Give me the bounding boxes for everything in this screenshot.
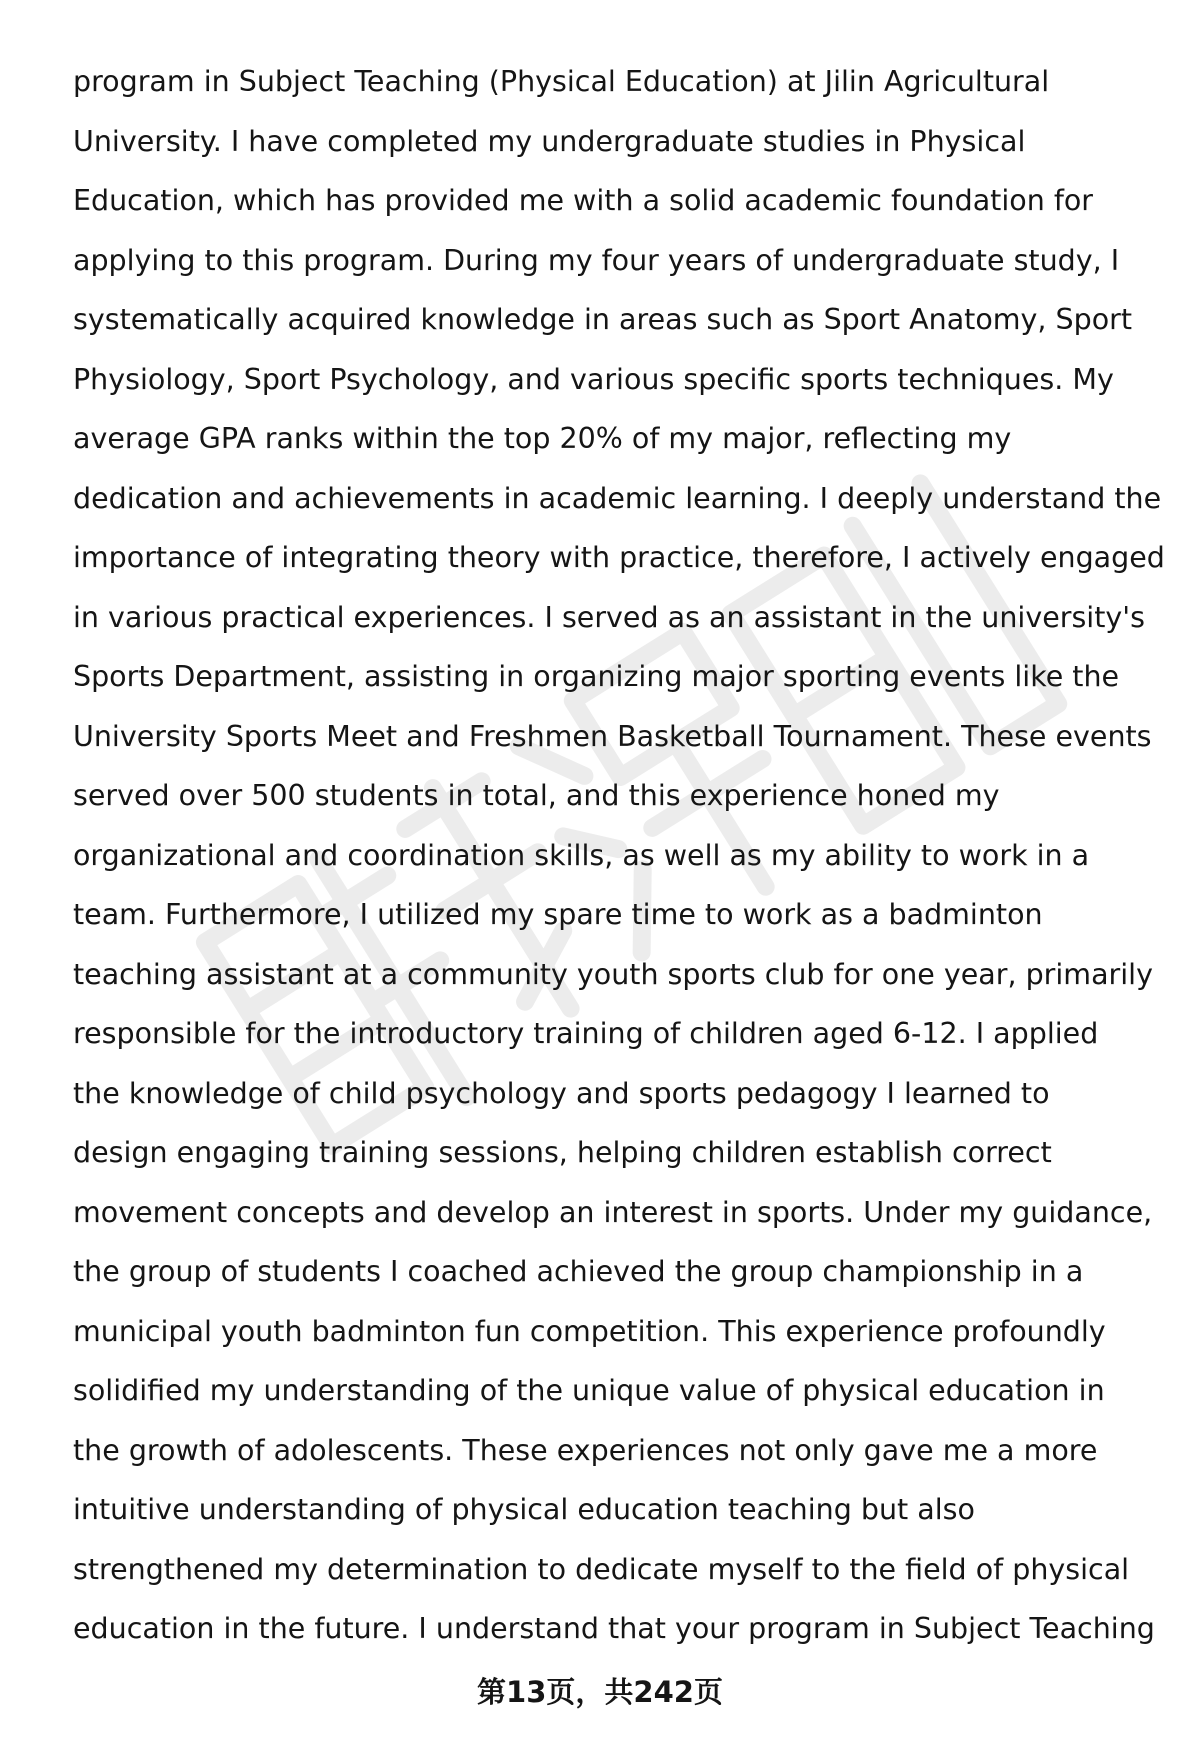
text-line: the growth of adolescents. These experiences not only gave me a more (73, 1433, 1098, 1467)
text-line: applying to this program. During my four years of undergraduate study, I (73, 243, 1120, 277)
text-line: municipal youth badminton fun competition. This experience profoundly (73, 1314, 1106, 1348)
page-number: 第13页，共242页 (477, 1675, 723, 1709)
text-line: solidified my understanding of the unique value of physical education in (73, 1374, 1105, 1407)
text-line: dedication and achievements in academic learning. I deeply understand the (73, 481, 1162, 515)
text-line: University. I have completed my undergraduate studies in Physical (73, 124, 1026, 158)
text-line: movement concepts and develop an interest in sports. Under my guidance, (73, 1195, 1153, 1229)
text-line: the knowledge of child psychology and sports pedagogy I learned to (73, 1076, 1050, 1110)
text-line: average GPA ranks within the top 20% of my major, reflecting my (73, 422, 1012, 455)
text-line: team. Furthermore, I utilized my spare time to work as a badminton (73, 898, 1043, 931)
text-line: education in the future. I understand that your program in Subject Teaching (73, 1612, 1155, 1645)
text-line: importance of integrating theory with practice, therefore, I actively engaged (73, 541, 1165, 574)
text-line: responsible for the introductory training of children aged 6-12. I applied (73, 1017, 1099, 1050)
text-line: Sports Department, assisting in organizing major sporting events like the (73, 660, 1120, 693)
text-line: intuitive understanding of physical education teaching but also (73, 1493, 975, 1526)
text-line: strengthened my determination to dedicate myself to the field of physical (73, 1552, 1130, 1586)
text-line: University Sports Meet and Freshmen Basketball Tournament. These events (73, 719, 1152, 753)
text-line: in various practical experiences. I served as an assistant in the university's (73, 600, 1145, 634)
text-line: served over 500 students in total, and this experience honed my (73, 779, 1000, 812)
text-line: program in Subject Teaching (Physical Education) at Jilin Agricultural (73, 65, 1050, 98)
text-line: the group of students I coached achieved the group championship in a (73, 1255, 1084, 1288)
text-line: Physiology, Sport Psychology, and various specific sports techniques. My (73, 362, 1114, 396)
text-line: design engaging training sessions, helping children establish correct (73, 1136, 1052, 1169)
text-line: Education, which has provided me with a solid academic foundation for (73, 184, 1094, 217)
text-line: teaching assistant at a community youth sports club for one year, primarily (73, 957, 1153, 991)
text-line: systematically acquired knowledge in areas such as Sport Anatomy, Sport (73, 303, 1133, 336)
text-line: organizational and coordination skills, as well as my ability to work in a (73, 838, 1090, 872)
body-paragraph (73, 52, 1163, 1659)
